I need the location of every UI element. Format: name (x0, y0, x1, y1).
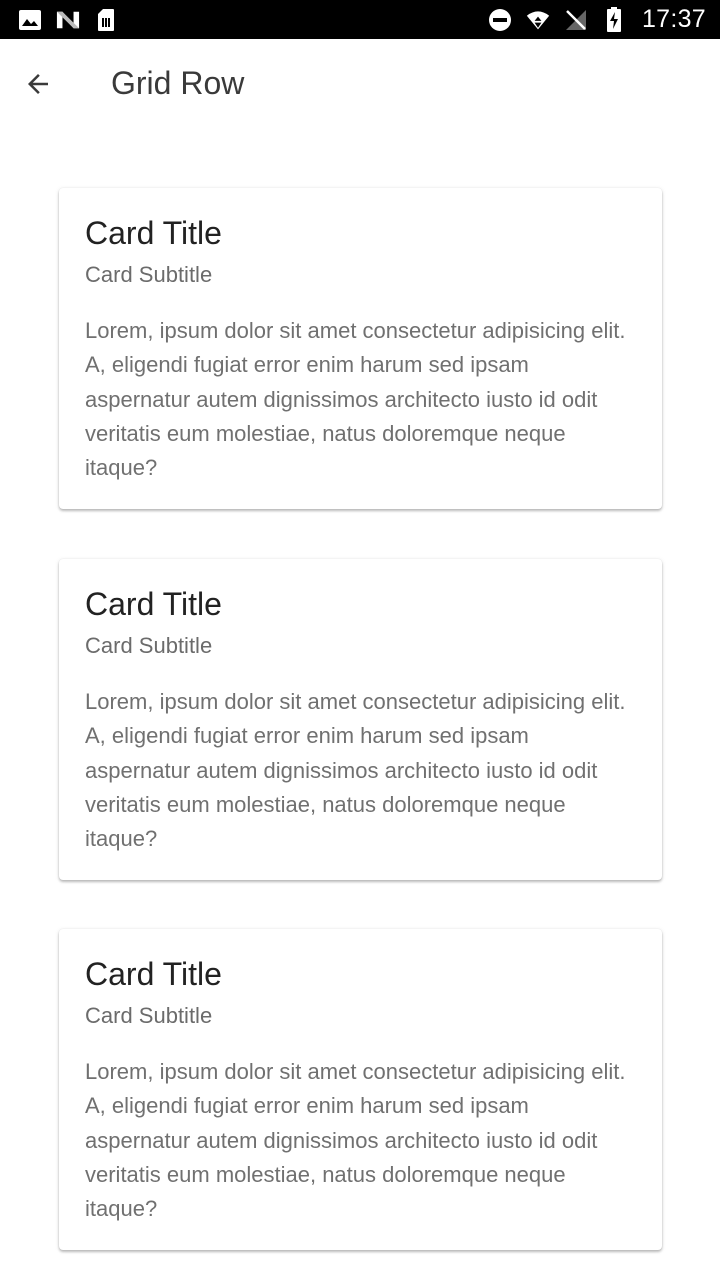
card-body: Lorem, ipsum dolor sit amet consectetur adipisicing elit. A, eligendi fugiat error enim harum sed ipsam aspernatur autem dignissimos architecto iusto id odit veritatis eum molestiae, natus doloremque neque itaque? (85, 318, 626, 481)
card-title: Card Title (85, 215, 222, 251)
n-app-icon (56, 8, 80, 32)
back-button[interactable] (14, 60, 62, 108)
wifi-icon (526, 8, 550, 32)
card-subtitle: Card Subtitle (85, 262, 213, 287)
card-subtitle: Card Subtitle (85, 1003, 213, 1028)
card-body: Lorem, ipsum dolor sit amet consectetur adipisicing elit. A, eligendi fugiat error enim harum sed ipsam aspernatur autem dignissimos architecto iusto id odit veritatis eum molestiae, natus doloremque neque itaque? (85, 1059, 626, 1222)
card-title: Card Title (85, 586, 222, 622)
status-bar-system (488, 5, 706, 34)
image-icon (18, 8, 42, 32)
app-bar (0, 39, 720, 129)
card (59, 188, 662, 509)
card-title: Card Title (85, 956, 222, 992)
card (59, 559, 662, 880)
battery-charging-icon (602, 8, 626, 32)
arrow-back-icon (23, 69, 53, 99)
no-signal-icon (564, 8, 588, 32)
card-subtitle: Card Subtitle (85, 633, 213, 658)
status-bar (0, 0, 720, 39)
card-body: Lorem, ipsum dolor sit amet consectetur adipisicing elit. A, eligendi fugiat error enim harum sed ipsam aspernatur autem dignissimos architecto iusto id odit veritatis eum molestiae, natus doloremque neque itaque? (85, 689, 626, 852)
card (59, 929, 662, 1250)
do-not-disturb-icon (488, 8, 512, 32)
page-title: Grid Row (111, 65, 245, 101)
status-time: 17:37 (641, 5, 706, 33)
status-bar-notifications (18, 8, 118, 32)
sim-card-icon (94, 8, 118, 32)
